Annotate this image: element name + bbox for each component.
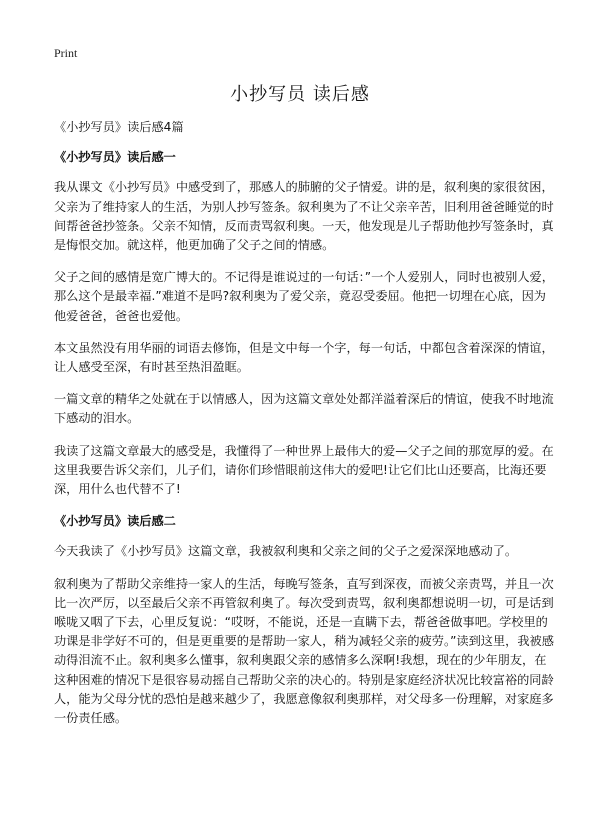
document-subtitle: 《小抄写员》读后感4篇 [54,120,184,134]
paragraph: 我从课文《小抄写员》中感受到了，那感人的肺腑的父子情爱。讲的是，叙利奥的家很贫困，父亲为了维持家人的生活，为别人抄写签条。叙利奥为了不让父亲辛苦，旧利用爸爸睡觉的时间帮爸爸抄签条。父亲不知情，反而责骂叙利奥。一天，他发现是儿子帮助他抄写签条时，真是悔恨交加。就这样，他更加确了父子之间的情感。 [54,180,554,253]
paragraph: 父子之间的感情是宽广博大的。不记得是谁说过的一句话：”一个人爱别人，同时也被别人爱，那么这个是最幸福.”难道不是吗?叙利奥为了爱父亲，竟忍受委屈。他把一切埋在心底，因为他爱爸爸，爸爸也爱他。 [54,270,554,323]
section-heading-1: 《小抄写员》读后感一 [54,150,176,165]
document-body [54,118,554,741]
paragraph: 今天我读了《小抄写员》这篇文章，我被叙利奥和父亲之间的父子之爱深深地感动了。 [54,544,518,559]
print-link[interactable]: Print [54,46,78,60]
paragraph: 我读了这篇文章最大的感受是，我懂得了一种世界上最伟大的爱—父子之间的那宽厚的爱。在这里我要告诉父亲们，儿子们，请你们珍惜眼前这伟大的爱吧!让它们比山还要高，比海还要深，用什么也代替不了! [54,443,554,497]
section-heading-2: 《小抄写员》读后感二 [54,514,176,529]
paragraph: 本文虽然没有用华丽的词语去修饰，但是文中每一个字，每一句话，中都包含着深深的情谊，让人感受至深，有时甚至热泪盈眶。 [54,340,554,375]
paragraph: 一篇文章的精华之处就在于以情感人，因为这篇文章处处都洋溢着深后的情谊，使我不时地流下感动的泪水。 [54,392,554,426]
page-title: 小抄写员 读后感 [230,84,370,105]
paragraph: 叙利奥为了帮助父亲维持一家人的生活，每晚写签条，直写到深夜，而被父亲责骂，并且一次比一次严厉，以至最后父亲不再管叙利奥了。每次受到责骂，叙利奥都想说明一切，可是话到喉咙又咽了下去，心里反复说：“哎呀，不能说，还是一直瞒下去，帮爸爸做事吧。学校里的功课是非学好不可的，但是更重要的是帮助一家人，稍为减轻父亲的疲劳。”读到这里，我被感动得泪流不止。叙利奥多么懂事，叙利奥跟父亲的感情多么深啊!我想，现在的少年朋友，在这种困难的情况下是很容易动摇自己帮助父亲的决心的。特别是家庭经济状况比较富裕的同龄人，能为父母分忧的恐怕是越来越少了，我愿意像叙利奥那样，对父母多一份理解，对家庭多一份责任感。 [54,576,554,726]
